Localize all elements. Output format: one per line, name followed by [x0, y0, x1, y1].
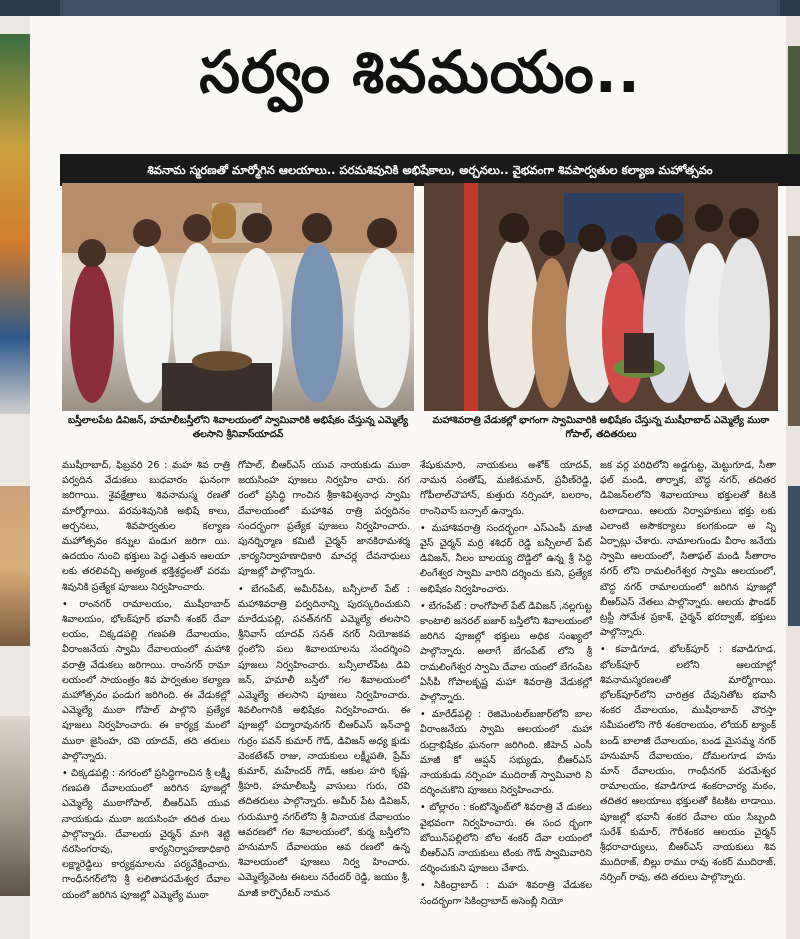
- paragraph: • బోల్లారం : కంటోన్మెంట్‌లో శివరాత్రి వే డుకలు వైభవంగా నిర్వహించారు. ఈ సంద ర్భంగా బోయిన్‌పల్లిలోని బోల శంకర్ దేవా లయంలో బీఆర్ఎస్ నాయకులు టింకు గౌడ్ స్వామివారిని దర్శించుకుని పూజలు చేశారు.: [420, 802, 592, 875]
- top-bar-highlight: [60, 0, 780, 16]
- right-page-photo: [788, 486, 800, 626]
- left-page-photo: [0, 716, 30, 896]
- left-page-photo: [0, 486, 30, 646]
- paragraph: • చిక్కడపల్లి : నగరంలో ప్రసిద్ధిగాంచిన శ్రీ లక్ష్మీ గణపతి దేవాలయంలో జరిగిన పూజల్లో ఎమ్మెల్యే ముఠాగోపాల్, బీఆర్ఎస్ యువ నాయకుడు ముఠా జయసింహ తదిత రులు పాల్గొన్నారు. దేవాలయ చైర్మన్ మాగి శెట్టి నరసింగరావు, కార్యనిర్వాహణాధికారి లక్ష్మారెడ్డిలు కార్యక్రమాలను పర్యవేక్షించారు. గాంధీనగర్‌లోని శ్రీ లలితాపరమేశ్వర దేవాల యంలో జరిగిన పూజల్లో ఎమ్మెల్యే ముఠా: [62, 768, 230, 901]
- photo1-illustration: [62, 183, 414, 411]
- paragraph: • మహాశివరాత్రి సందర్భంగా ఎస్‌ఎంపీ మాజీ వైస్ చైర్మన్ మర్రి శశిధర్ రెడ్డి బన్సీలాల్ పేట్ డివిజన్, నీలం బాలయ్య దొడ్డిలో ఉన్న శ్రీ సిద్ధి లింగేశ్వర స్వామి వారిని దర్శించు కుని, ప్రత్యేక అభిషేకం నిర్వహించారు.: [420, 522, 592, 595]
- top-bar: [0, 0, 800, 16]
- right-page-photo: [788, 236, 800, 426]
- paragraph: • బేగంపేట్ : రాంగోపాల్ పేట్ డివిజన్ ,నల్లగుట్ట కాంటాలి జనరల్ బజార్ బస్తీలోని శివాలయంలో జరిగిన పూజల్లో భక్తులు అధిక సంఖ్యలో పాల్గొన్నారు. అలాగే బేగంపేట్ లోని శ్రీ రామలింగేశ్వర స్వామి దేవాల యంలో బేగంపేట ఏసీపీ గోపాలకృష్ణ మహా శివరాత్రి వేడుకల్లో పాల్గొన్నారు.: [420, 600, 592, 704]
- left-page-photo: [0, 34, 30, 414]
- left-adjacent-page: [0, 16, 30, 939]
- photo2-illustration: [424, 183, 778, 411]
- paragraph: • బేగంపేట్, అమీర్‌పేట, బన్సీలాల్ పేట్ : మహాశివరాత్రి పర్వదినాన్ని పురస్కరించుకుని మారేడుపల్లి, సనత్‌నగర్ ఎమ్మెల్యే తలసాని శ్రీనివాస్ యాదవ్ సనత్ నగర్ నియోజకవ ర్గంలోని పలు శివాలయాలను సందర్శించి పూజలు నిర్వహించారు. బన్సీలాల్‌పేట డివి జన్, హమాలీ బస్తీలో గల శివాలయంలో ఎమ్మెల్యే తలసాని పూజలు నిర్వహించారు. శివలింగానికి అభిషేకం నిర్వహించారు. ఈ పూజల్లో పద్మారావునగర్ బీఆర్ఎస్ ఇన్‌చార్జి గుర్రం పవన్ కుమార్ గౌడ్, డివిజన్ అధ్య క్షుడు వెంకటేశన్ రాజు, నాయకులు లక్ష్మీపతి, ప్రేమ్ కుమార్, మహేందర్ గౌడ్, ఆకుల హరి కృష్ణ, శ్రీహరి, హమాలీబస్తీ వాసులు గురు, రవి తదితరులు పాల్గొన్నారు. అమీర్ పేట డివిజన్, గురుమూర్తి నగర్‌లోని శ్రీ వినాయక దేవాలయం ఆవరణలో గల శివాలయంలో, కుర్మ బస్తీలోని హనుమాన్ దేవాలయం ఆవ రణలో ఉన్న శివాలయంలో పూజలు నిర్వ హించారు. ఎమ్మెల్యేవెంట ఈటలు నరేందర్ రెడ్డి, జయం శ్రీ, మాజీ కార్పొరేటర్ నామన: [238, 583, 410, 899]
- article-column-3: [420, 458, 592, 918]
- photo1-caption: బస్తీలాలపేట డివిజన్, హమాలీబస్తీలోని శివాలయంలో స్వామివారికి అభిషేకం చేస్తున్న ఎమ్మెల్యే తలసాని శ్రీనివాస్‌యాదవ్: [67, 415, 409, 440]
- article-column-4: [600, 458, 776, 918]
- photo-mla-muta-gopal-abhishekam: [424, 183, 778, 411]
- photo-mla-talasani-abhishekam: [62, 183, 414, 411]
- headline: సర్వం శివమయం..: [199, 38, 641, 106]
- paragraph: • రాంనగర్ రామాలయం, ముషీరాబాద్ శివాలయం, భోలక్‌పూర్ భవానీ శంకర్ దేవా లయం, చిక్కడపల్లి గణపతి దేవాలయం, వీరాంజనేయ స్వామి దేవాలయంలో మహాశి వరాత్రి వేడుకలు జరిగాయి. రాంనగర్ రామా లయంలో సాయంత్రం శివ పార్వతుల కల్యాణ మహోత్సవం పండుగ జరిగింది. ఈ వేడుకల్లో ఎమ్మెల్యే ముఠా గోపాల్ పాల్గొని ప్రత్యేక పూజలు నిర్వహించారు. ఈ కార్యక్ర మంలో ముఠా జైసింహ, రవి యాదవ్, తది తరులు పాల్గొన్నారు.: [62, 598, 230, 762]
- paragraph: శేషుకుమారి, నాయకులు అశోక్ యాదవ్, నామన సంతోష్, మణికుమార్, ప్రవీణ్‌రెడ్డి, గోపీలాల్‌చౌహాన్, కుత్తురు నర్సింహా, బలరాం, రాంనివాస్ బన్సాల్ ఉన్నారు.: [420, 460, 592, 517]
- paragraph: • మారేడ్‌పల్లి : రెజిమెంటల్‌బజార్‌లోని బాల వీరాంజనేయ స్వామి ఆలయంలో మహా రుద్రాభిషేకం ఘనంగా జరిగింది. జీహెచ్ ఎంసీ మాజీ కో ఆప్షన్ సభ్యుడు, బీఆర్ఎస్ నాయకుడు నర్సింహ ముదిరాజ్ స్వామివారి ని దర్శించుకొని పూజలు నిర్వహించారు.: [420, 709, 592, 797]
- paragraph: • సికింద్రాబాద్ : మహ శివరాత్రి వేడుకల సందర్భంగా సికింద్రాబాద్ అసెంబ్లీ నియో: [420, 880, 592, 907]
- subheadline-banner: శివనామ స్మరణతో మార్మోగిన ఆలయాలు.. పరమశివునికి అభిషేకాలు, అర్చనలు.. వైభవంగా శివపార్వతుల కల్యాణ మహోత్సవం: [60, 154, 800, 186]
- paragraph: ముషీరాబాద్, ఫిబ్రవరి 26 : మహ శివ రాత్రి పర్వదిన వేడుకలు బుధవారం ఘనంగా జరిగాయి. శైవక్షేత్రాలు శివనామస్మ రణతో మార్మోగాయి. పరమశివునికి అభిషే కాలు, అర్చనలు, శివపార్వతుల కల్యాణ మహోత్సవం కన్నుల పండుగ జరిగా యి. ఉదయం నుంచి భక్తులు పెద్ద ఎత్తున ఆలయా లకు తరలివచ్చి అత్యంత భక్తిశ్రద్ధలతో పరమ శివునికి ప్రత్యేక పూజలు నిర్వహించారు.: [62, 460, 230, 593]
- paragraph: గోపాల్, బీఆర్ఎస్ యువ నాయకుడు ముఠా జయసింహ పూజలు నిర్వహిం చారు. నగ రంలో ప్రసిద్ధి గాంచిన శ్రీకాశివిశ్వనాధ స్వామి దేవాలయంలో మహాశివ రాత్రి పర్వదినం సందర్భంగా ప్రత్యేక పూజలు నిర్వహించారు. పునర్నిర్మాణ కమిటీ చైర్మన్ జానకిరామశర్మ ,కార్యనిర్వాహణాధికారి మాచర్ల దేవనాధులు పూజల్లో పాల్గొన్నారు.: [238, 460, 410, 578]
- paragraph: జక వర్గ పరిధిలోని అడ్డగుట్ట, మెట్టుగూడ, సీతా ఫల్ మండి, తార్నాక, బౌద్ధ నగర్, తదితర డివిజన్‌లలోని శివాలయాలు భక్తులతో కిటకి టలాడాయి. ఆలయ నిర్వాహకులు భక్తు లకు ఎలాంటి అసౌకర్యాలు కలగకుండా అ న్ని ఏర్పాట్లు చేశారు. నామాలగుండు వీరాం జనేయ స్వామి ఆలయంలో, సితాఫల్ మండి సీతారాం నగర్ లోని రామలింగేశ్వర స్వామి ఆలయంలో, బౌద్ధ నగర్ రామాలయంలో జరిగిన పూజల్లో బీఆర్ఎస్ నేతలు పాల్గొన్నారు. ఆలయ ఫౌండర్ ట్రస్టీ సోమేశ ప్రకాశ్, చైర్మన్ భరద్వాజ్, భక్తులు పాల్గొన్నారు.: [600, 460, 776, 639]
- article-column-1: [62, 458, 230, 918]
- article-column-2: [238, 458, 410, 918]
- paragraph: • కవాడిగూడ, భోలక్‌పూర్ : కవాడిగూడ, భోలక్‌పూర్ లలోని ఆలయాల్లో శివనామస్మరణలతో మార్మోగాయి. భోలక్‌పూర్‌లోని చారిత్రక దేవునితోట భవానీ శంకర దేవాలయం, ముషీరాబాద్ చౌరస్తా సమీపంలోని గౌరీ శంకరాలయం, లోయర్ ట్యాంక్ బండ్ బాలాజీ దేవాలయం, బండ మైసమ్మ నగర్ హనుమాన్ దేవాలయం, దోమలగూడ హను మాన్ దేవాలయం, గాంధీనగర్ పరమేశ్వర రామాలయం, కవాడిగూడ శంకరాచార్య మఠం, తదితర ఆలయాలు భక్తులతో కిటకిట లాడాయి. పూజల్లో భవానీ శంకర దేవాల యం సిబ్బంది సురేశ్ కుమార్, గౌరీశంకర ఆలయం చైర్మన్ శ్రీధరాచార్యులు, బీఆర్ఎస్ నాయకులు శివ ముదిరాజ్, బిల్లు రాము రావు శంకర్ ముదిరాజ్, నర్సింగ్ రావు, తది తరులు పాల్గొన్నారు.: [600, 644, 776, 884]
- photo2-caption: మహాశివరాత్రి వేడుకల్లో భాగంగా స్వామివారికి అభిషేకం చేస్తున్న ముషీరాబాద్ ఎమ్మెల్యే ముఠా గోపాల్, తదితరులు: [432, 415, 770, 440]
